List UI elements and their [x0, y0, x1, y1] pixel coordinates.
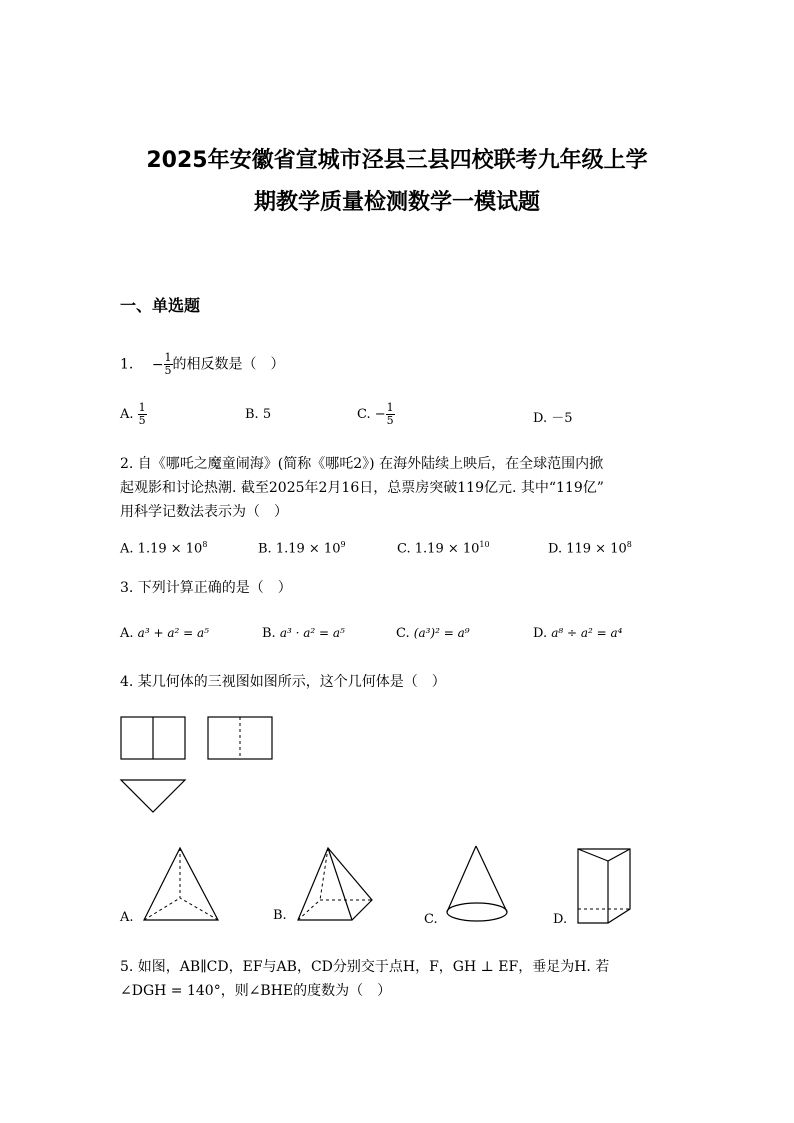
question-1 [120, 352, 680, 377]
question-3: 3. 下列计算正确的是（ ） [120, 580, 292, 596]
q3-option-c[interactable]: C. (a³)² = a⁹ [396, 626, 470, 641]
question-5-line-2: ∠DGH = 140°，则∠BHE的度数为（ ） [120, 983, 392, 999]
fraction: $\frac{1}{5}$ [164, 351, 172, 377]
section-heading: 一、单选题 [120, 296, 201, 315]
title-line-2: 期教学质量检测数学一模试题 [253, 190, 540, 215]
q4-option-c[interactable]: C. [424, 912, 438, 927]
question-2-line-1: 2. 自《哪吒之魔童闹海》(简称《哪吒2》) 在海外陆续上映后，在全球范围内掀 [120, 456, 604, 472]
q2-option-b[interactable]: B. $1.19 \times 10^9$ [258, 540, 346, 557]
q3-option-d[interactable]: D. a⁸ ÷ a² = a⁴ [533, 626, 623, 641]
question-5 [120, 955, 686, 1003]
page-title [100, 140, 694, 224]
question-text: 的相反数是（ ） [172, 356, 285, 373]
q3-option-b[interactable]: B. a³ · a² = a⁵ [262, 626, 345, 641]
front-view-figure [120, 716, 190, 760]
q1-option-b[interactable]: B. 5 [245, 407, 272, 422]
triangular-prism-figure[interactable] [576, 845, 636, 927]
question-number: 1. [120, 356, 134, 373]
side-view-figure [207, 716, 277, 760]
question-2-line-3: 用科学记数法表示为（ ） [120, 504, 288, 520]
q1-option-a[interactable]: A. $\frac{1}{5}$ [120, 401, 146, 427]
q4-option-d[interactable]: D. [553, 912, 568, 927]
q1-option-d[interactable]: D. －5 [533, 411, 573, 426]
question-5-line-1: 5. 如图，AB∥CD，EF与AB，CD分别交于点H，F，GH ⊥ EF，垂足为H. 若 [120, 959, 610, 975]
question-2-line-2: 起观影和讨论热潮. 截至2025年2月16日，总票房突破119亿元. 其中“119亿” [120, 480, 604, 496]
question-2 [120, 452, 686, 524]
q4-option-b[interactable]: B. [273, 908, 287, 923]
q1-option-c[interactable]: C. − $\frac{1}{5}$ [357, 401, 394, 427]
top-view-figure [120, 778, 190, 814]
cone-figure[interactable] [444, 844, 512, 926]
q4-option-a[interactable]: A. [120, 910, 134, 925]
q2-option-c[interactable]: C. $1.19 \times 10^{10}$ [397, 540, 490, 557]
title-line-1: 2025年安徽省宣城市泾县三县四校联考九年级上学 [146, 148, 648, 173]
q2-option-a[interactable]: A. $1.19 \times 10^8$ [120, 540, 208, 557]
q2-option-d[interactable]: D. $119 \times 10^8$ [548, 540, 632, 557]
minus-sign: − [151, 356, 164, 373]
q3-option-a[interactable]: A. a³ + a² = a⁵ [120, 626, 209, 641]
question-4: 4. 某几何体的三视图如图所示，这个几何体是（ ） [120, 674, 446, 690]
square-pyramid-figure[interactable] [292, 846, 374, 924]
triangular-pyramid-figure[interactable] [140, 846, 222, 924]
